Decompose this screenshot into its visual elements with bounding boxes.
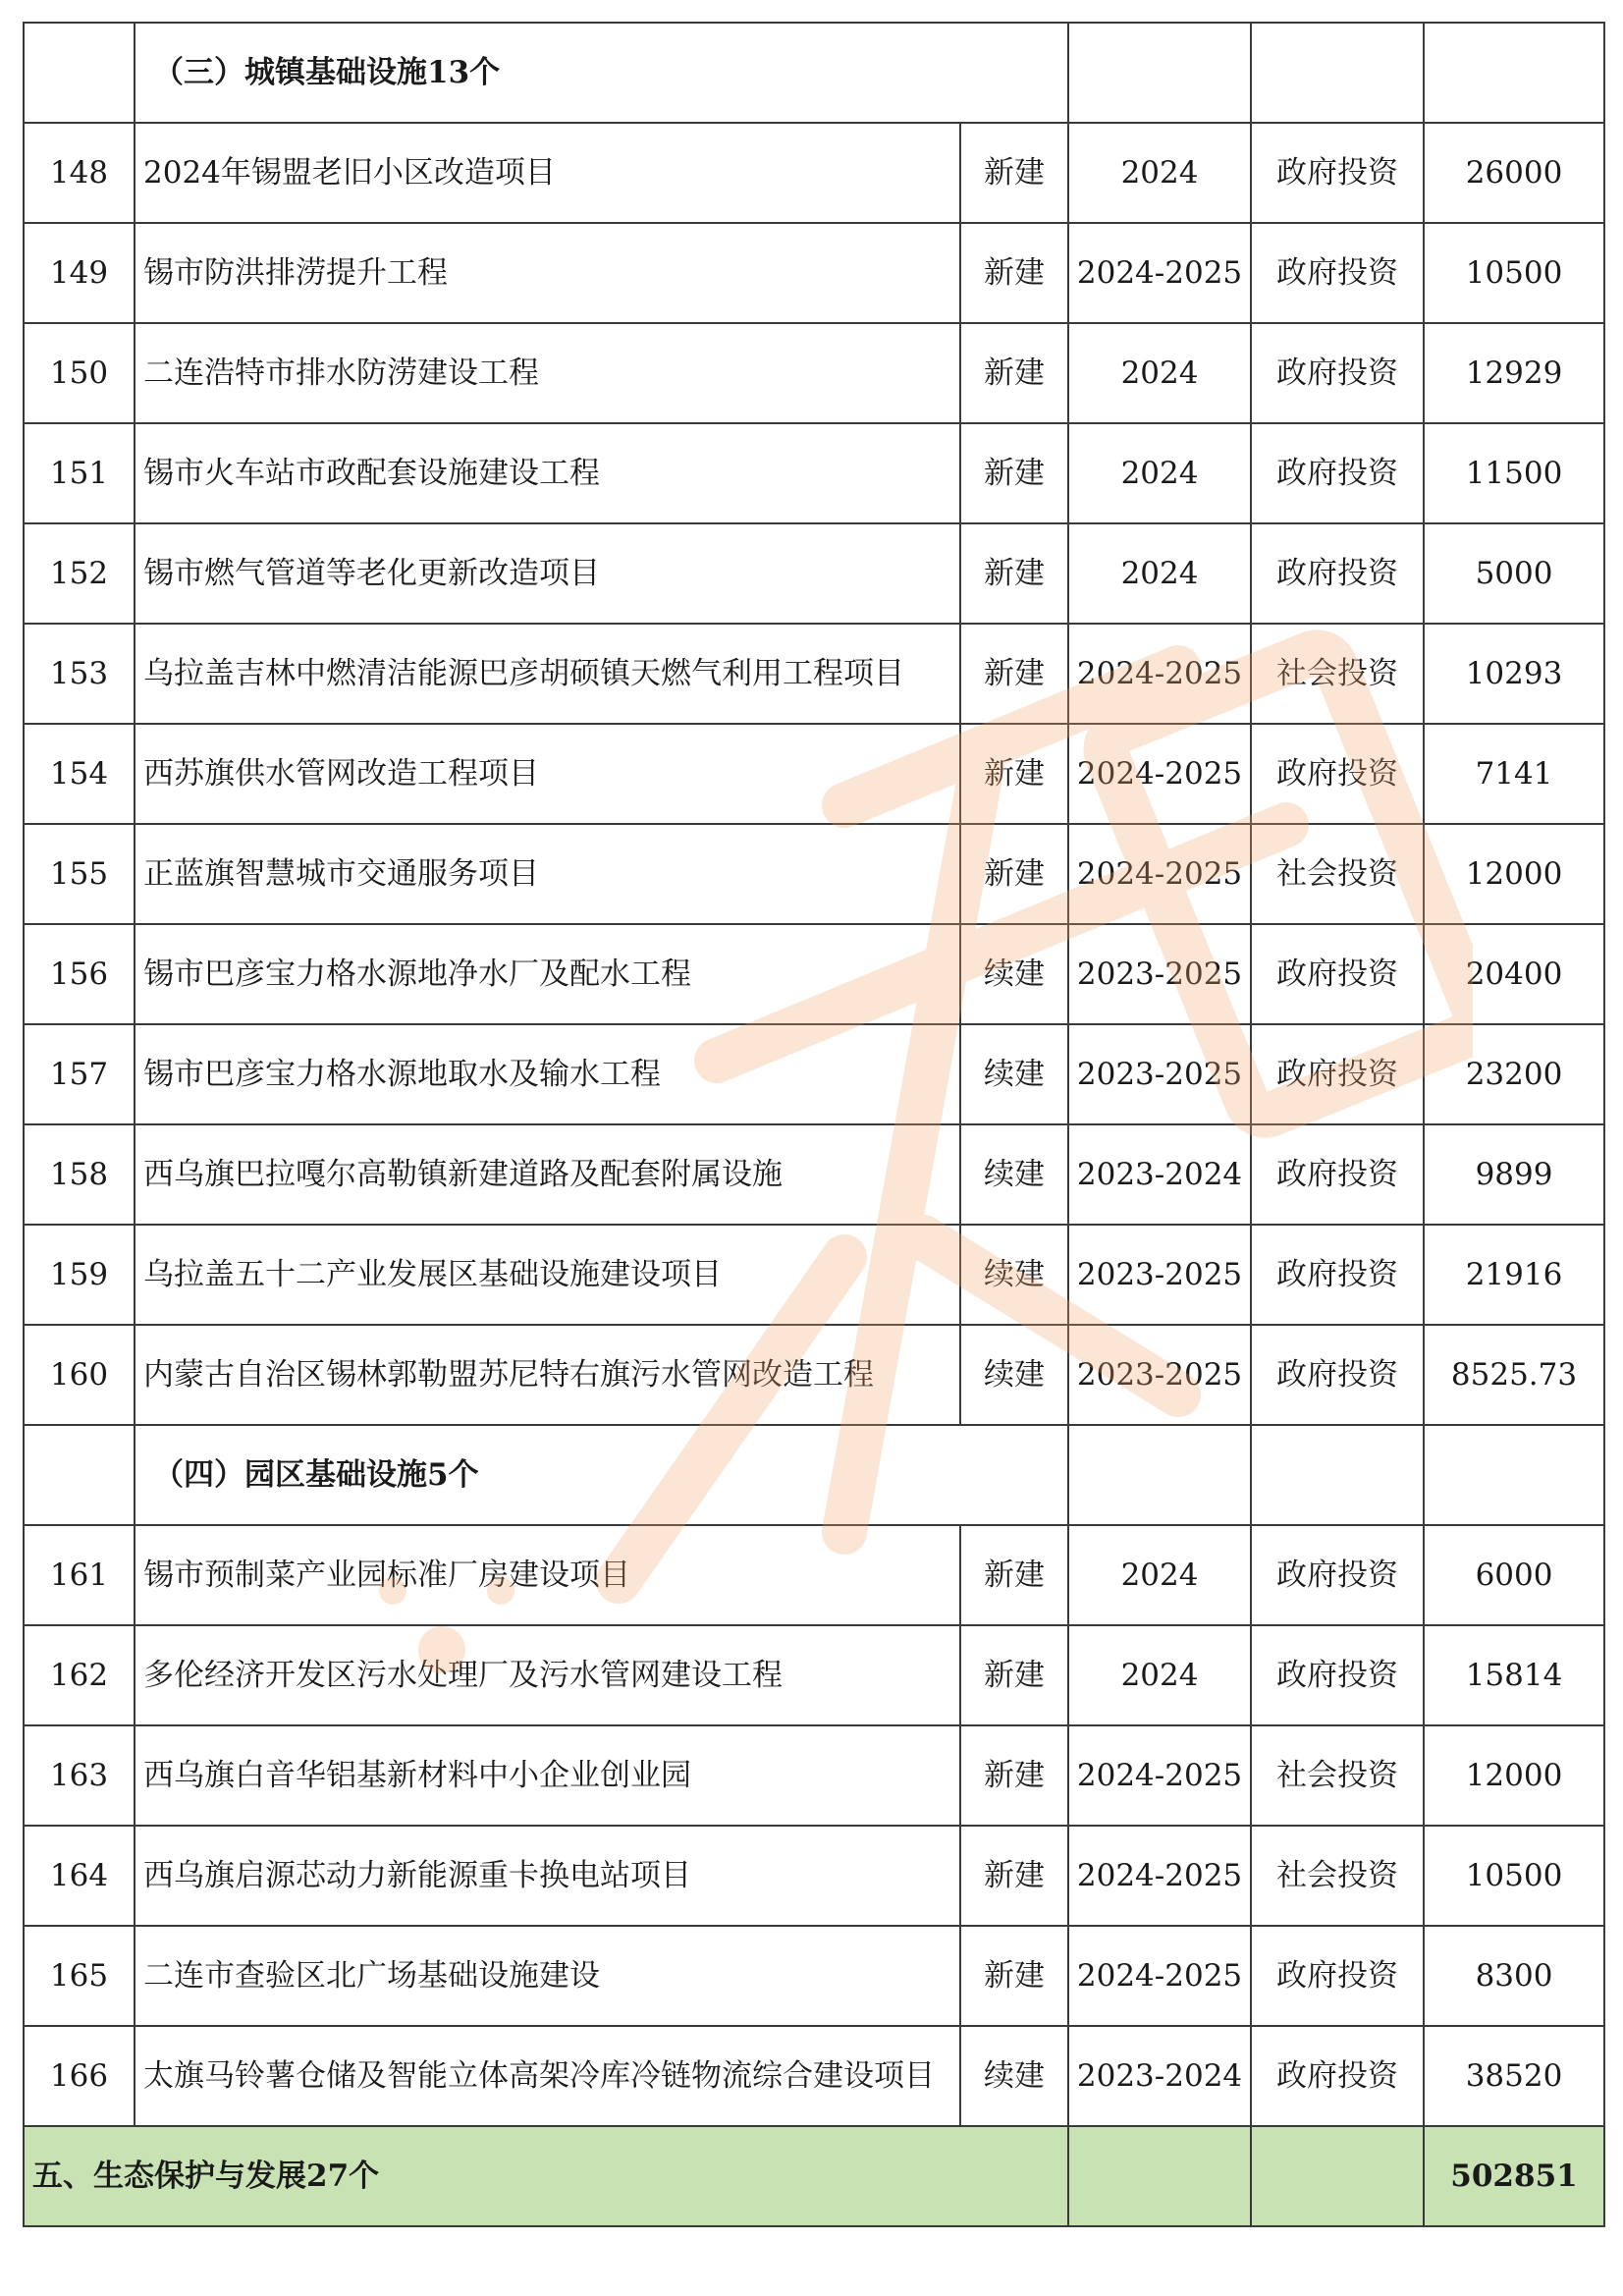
project-name: 西乌旗启源芯动力新能源重卡换电站项目 — [135, 1826, 960, 1926]
construction-type: 新建 — [960, 223, 1068, 323]
table-row — [24, 123, 1604, 223]
construction-type: 新建 — [960, 1525, 1068, 1625]
investment-amount: 11500 — [1424, 423, 1604, 523]
construction-years: 2024 — [1068, 1625, 1251, 1725]
funding-source: 社会投资 — [1251, 1725, 1424, 1826]
table-row — [24, 1124, 1604, 1225]
investment-amount: 6000 — [1424, 1525, 1604, 1625]
project-name: 二连浩特市排水防涝建设工程 — [135, 323, 960, 423]
construction-type: 新建 — [960, 423, 1068, 523]
project-name: 西苏旗供水管网改造工程项目 — [135, 724, 960, 824]
construction-years: 2024 — [1068, 123, 1251, 223]
investment-amount: 38520 — [1424, 2026, 1604, 2126]
row-number: 156 — [24, 924, 135, 1024]
construction-type: 新建 — [960, 1725, 1068, 1826]
row-number: 151 — [24, 423, 135, 523]
project-name: 二连市查验区北广场基础设施建设 — [135, 1926, 960, 2026]
project-name: 锡市巴彦宝力格水源地取水及输水工程 — [135, 1024, 960, 1124]
construction-type: 新建 — [960, 323, 1068, 423]
project-name: 太旗马铃薯仓储及智能立体高架冷库冷链物流综合建设项目 — [135, 2026, 960, 2126]
construction-type: 新建 — [960, 724, 1068, 824]
project-name: 正蓝旗智慧城市交通服务项目 — [135, 824, 960, 924]
table-row — [24, 624, 1604, 724]
construction-years: 2024 — [1068, 523, 1251, 624]
construction-type: 新建 — [960, 1926, 1068, 2026]
row-number: 163 — [24, 1725, 135, 1826]
row-number: 157 — [24, 1024, 135, 1124]
construction-type: 续建 — [960, 1325, 1068, 1425]
construction-years: 2024 — [1068, 1525, 1251, 1625]
construction-years: 2023-2025 — [1068, 1225, 1251, 1325]
section-number-cell — [24, 1425, 135, 1525]
funding-source: 政府投资 — [1251, 1625, 1424, 1725]
construction-years: 2023-2025 — [1068, 1024, 1251, 1124]
project-name: 锡市预制菜产业园标准厂房建设项目 — [135, 1525, 960, 1625]
construction-years: 2023-2025 — [1068, 1325, 1251, 1425]
investment-amount: 12000 — [1424, 824, 1604, 924]
summary-row — [24, 2126, 1604, 2226]
construction-years: 2024-2025 — [1068, 824, 1251, 924]
investment-amount: 9899 — [1424, 1124, 1604, 1225]
construction-type: 续建 — [960, 1024, 1068, 1124]
funding-source: 政府投资 — [1251, 423, 1424, 523]
construction-years: 2024 — [1068, 423, 1251, 523]
table-row — [24, 1725, 1604, 1826]
row-number: 152 — [24, 523, 135, 624]
table-row — [24, 223, 1604, 323]
project-name: 乌拉盖吉林中燃清洁能源巴彦胡硕镇天燃气利用工程项目 — [135, 624, 960, 724]
row-number: 148 — [24, 123, 135, 223]
construction-type: 续建 — [960, 1124, 1068, 1225]
investment-amount: 5000 — [1424, 523, 1604, 624]
investment-amount: 10500 — [1424, 223, 1604, 323]
construction-type: 新建 — [960, 624, 1068, 724]
investment-amount: 8300 — [1424, 1926, 1604, 2026]
funding-source: 政府投资 — [1251, 1525, 1424, 1625]
construction-years: 2024-2025 — [1068, 1725, 1251, 1826]
funding-source: 政府投资 — [1251, 223, 1424, 323]
construction-years: 2024-2025 — [1068, 1926, 1251, 2026]
construction-years: 2024 — [1068, 323, 1251, 423]
project-name: 乌拉盖五十二产业发展区基础设施建设项目 — [135, 1225, 960, 1325]
funding-source: 政府投资 — [1251, 1926, 1424, 2026]
row-number: 154 — [24, 724, 135, 824]
row-number: 150 — [24, 323, 135, 423]
project-name: 多伦经济开发区污水处理厂及污水管网建设工程 — [135, 1625, 960, 1725]
project-name: 锡市火车站市政配套设施建设工程 — [135, 423, 960, 523]
construction-type: 新建 — [960, 523, 1068, 624]
section-title: （四）园区基础设施5个 — [135, 1425, 1068, 1525]
construction-years: 2023-2025 — [1068, 924, 1251, 1024]
table-row — [24, 323, 1604, 423]
row-number: 161 — [24, 1525, 135, 1625]
section-empty-cell — [1424, 23, 1604, 123]
summary-empty-cell — [1251, 2126, 1424, 2226]
row-number: 166 — [24, 2026, 135, 2126]
section-empty-cell — [1251, 1425, 1424, 1525]
construction-type: 续建 — [960, 1225, 1068, 1325]
funding-source: 政府投资 — [1251, 1024, 1424, 1124]
summary-amount: 502851 — [1424, 2126, 1604, 2226]
project-name: 西乌旗巴拉嘎尔高勒镇新建道路及配套附属设施 — [135, 1124, 960, 1225]
summary-empty-cell — [1068, 2126, 1251, 2226]
table-row — [24, 1024, 1604, 1124]
table-row — [24, 1926, 1604, 2026]
construction-years: 2024-2025 — [1068, 624, 1251, 724]
row-number: 165 — [24, 1926, 135, 2026]
section-number-cell — [24, 23, 135, 123]
investment-amount: 10293 — [1424, 624, 1604, 724]
construction-type: 新建 — [960, 1826, 1068, 1926]
construction-type: 新建 — [960, 1625, 1068, 1725]
investment-amount: 20400 — [1424, 924, 1604, 1024]
funding-source: 政府投资 — [1251, 523, 1424, 624]
funding-source: 社会投资 — [1251, 1826, 1424, 1926]
project-name: 锡市燃气管道等老化更新改造项目 — [135, 523, 960, 624]
funding-source: 政府投资 — [1251, 323, 1424, 423]
section-empty-cell — [1068, 1425, 1251, 1525]
project-name: 锡市巴彦宝力格水源地净水厂及配水工程 — [135, 924, 960, 1024]
construction-type: 续建 — [960, 924, 1068, 1024]
section-header-row — [24, 1425, 1604, 1525]
row-number: 155 — [24, 824, 135, 924]
row-number: 160 — [24, 1325, 135, 1425]
funding-source: 政府投资 — [1251, 123, 1424, 223]
investment-amount: 12929 — [1424, 323, 1604, 423]
funding-source: 社会投资 — [1251, 824, 1424, 924]
table-row — [24, 523, 1604, 624]
table-row — [24, 1225, 1604, 1325]
project-name: 2024年锡盟老旧小区改造项目 — [135, 123, 960, 223]
construction-years: 2024-2025 — [1068, 223, 1251, 323]
table-row — [24, 1325, 1604, 1425]
funding-source: 社会投资 — [1251, 624, 1424, 724]
investment-amount: 10500 — [1424, 1826, 1604, 1926]
row-number: 158 — [24, 1124, 135, 1225]
table-row — [24, 824, 1604, 924]
table-row — [24, 2026, 1604, 2126]
table-row — [24, 1625, 1604, 1725]
project-table — [23, 22, 1605, 2227]
investment-amount: 7141 — [1424, 724, 1604, 824]
section-title: （三）城镇基础设施13个 — [135, 23, 1068, 123]
funding-source: 政府投资 — [1251, 1225, 1424, 1325]
project-name: 西乌旗白音华铝基新材料中小企业创业园 — [135, 1725, 960, 1826]
funding-source: 政府投资 — [1251, 924, 1424, 1024]
summary-title: 五、生态保护与发展27个 — [24, 2126, 1068, 2226]
funding-source: 政府投资 — [1251, 1124, 1424, 1225]
row-number: 159 — [24, 1225, 135, 1325]
construction-years: 2024-2025 — [1068, 724, 1251, 824]
table-row — [24, 724, 1604, 824]
row-number: 162 — [24, 1625, 135, 1725]
section-header-row — [24, 23, 1604, 123]
funding-source: 政府投资 — [1251, 1325, 1424, 1425]
row-number: 153 — [24, 624, 135, 724]
funding-source: 政府投资 — [1251, 724, 1424, 824]
construction-years: 2023-2024 — [1068, 1124, 1251, 1225]
table-row — [24, 924, 1604, 1024]
investment-amount: 15814 — [1424, 1625, 1604, 1725]
project-name: 内蒙古自治区锡林郭勒盟苏尼特右旗污水管网改造工程 — [135, 1325, 960, 1425]
section-empty-cell — [1251, 23, 1424, 123]
section-empty-cell — [1068, 23, 1251, 123]
investment-amount: 12000 — [1424, 1725, 1604, 1826]
construction-type: 新建 — [960, 123, 1068, 223]
table-row — [24, 423, 1604, 523]
construction-type: 续建 — [960, 2026, 1068, 2126]
project-name: 锡市防洪排涝提升工程 — [135, 223, 960, 323]
investment-amount: 26000 — [1424, 123, 1604, 223]
row-number: 164 — [24, 1826, 135, 1926]
investment-amount: 23200 — [1424, 1024, 1604, 1124]
table-row — [24, 1525, 1604, 1625]
investment-amount: 21916 — [1424, 1225, 1604, 1325]
investment-amount: 8525.73 — [1424, 1325, 1604, 1425]
section-empty-cell — [1424, 1425, 1604, 1525]
table-row — [24, 1826, 1604, 1926]
funding-source: 政府投资 — [1251, 2026, 1424, 2126]
construction-type: 新建 — [960, 824, 1068, 924]
construction-years: 2024-2025 — [1068, 1826, 1251, 1926]
construction-years: 2023-2024 — [1068, 2026, 1251, 2126]
row-number: 149 — [24, 223, 135, 323]
